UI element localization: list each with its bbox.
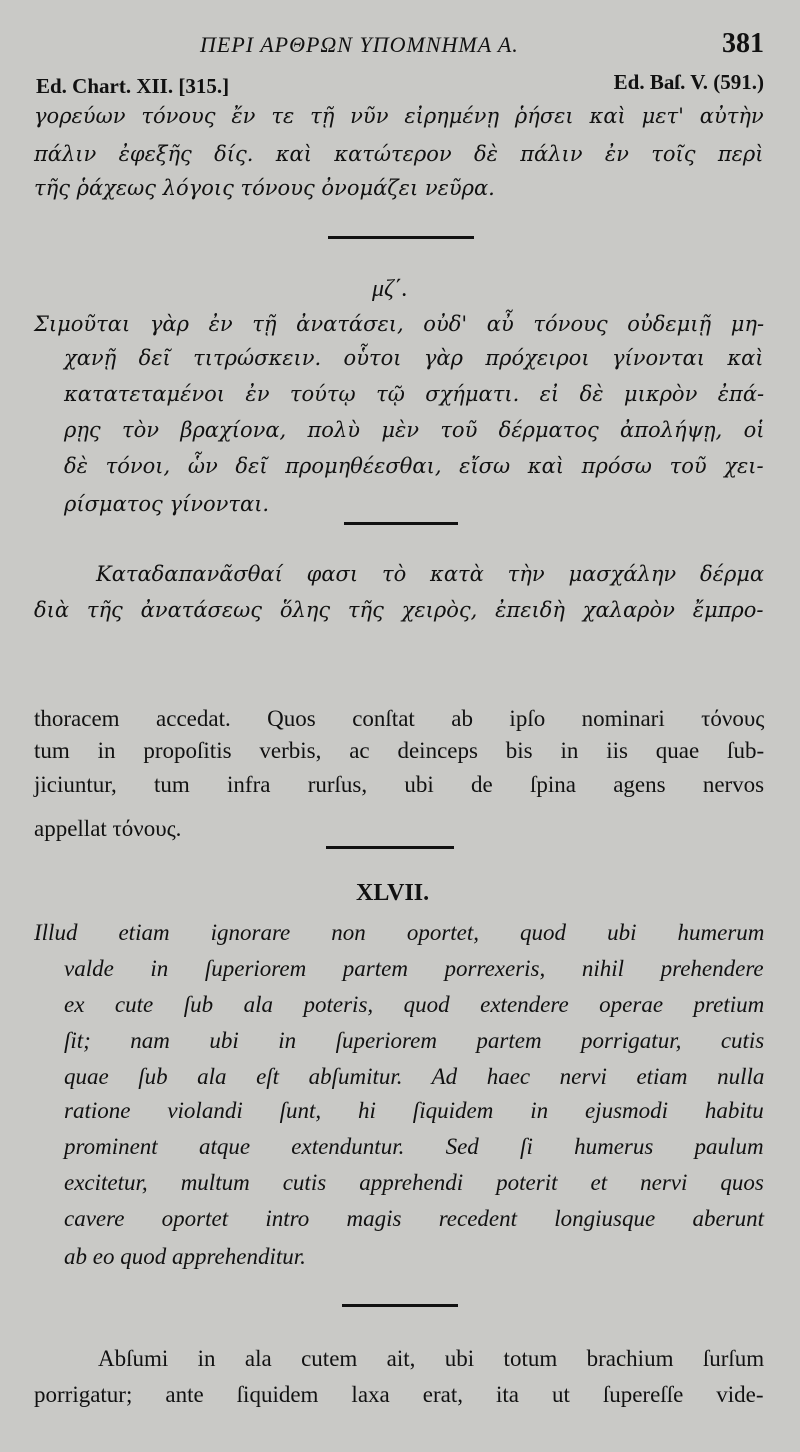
text-line: ρίσματος γίνονται. [64,492,270,516]
text-line: cavere oportet intro magis recedent longiusque aberunt [64,1206,765,1231]
text-line: ρῃς τὸν βραχίονα, πολὺ μὲν τοῦ δέρματος ἀπολήψῃ, οἱ [64,418,765,442]
text-line: appellat τόνους. [34,816,182,841]
text-line: κατατεταμένοι ἐν τούτῳ τῷ σχήματι. εἰ δὲ μικρὸν ἐπά- [64,382,765,406]
text-line: excitetur, multum cutis apprehendi poterit et nervi quos [64,1170,764,1195]
text-line: tum in propoſitis verbis, ac deinceps bis in iis quae ſub- [34,738,765,763]
text-line: porrigatur; ante ſiquidem laxa erat, ita ut ſupereſſe vide- [34,1382,764,1407]
section-number-latin: XLVII. [356,880,430,906]
text-line: χανῇ δεῖ τιτρώσκειν. οὗτοι γὰρ πρόχειροι γίνονται καὶ [64,346,764,370]
text-line: ab eo quod apprehenditur. [64,1244,306,1269]
text-line: prominent atque extenduntur. Sed ſi humerus paulum [64,1134,764,1159]
text-line: valde in ſuperiorem partem porrexeris, nihil prehendere [64,956,764,981]
text-line: πάλιν ἐφεξῆς δίς. καὶ κατώτερον δὲ πάλιν ἐν τοῖς περὶ [34,142,764,166]
text-line: διὰ τῆς ἀνατάσεως ὅλης τῆς χειρὸς, ἐπειδὴ χαλαρὸν ἔμπρο- [34,598,764,622]
section-divider [344,522,458,525]
text-line: ratione violandi ſunt, hi ſiquidem in ejusmodi habitu [64,1098,764,1123]
section-divider [328,236,474,239]
text-line: ex cute ſub ala poteris, quod extendere operae pretium [64,992,765,1017]
section-divider [342,1304,458,1307]
text-line: jiciuntur, tum infra rurſus, ubi de ſpina agens nervos [34,772,765,797]
page-number: 381 [722,28,764,59]
edition-reference-left: Ed. Chart. XII. [315.] [36,74,230,98]
text-line: Abſumi in ala cutem ait, ubi totum brachium ſurſum [98,1346,765,1371]
text-line: γορεύων τόνους ἔν τε τῇ νῦν εἰρημένῃ ῥήσει καὶ μετ' αὐτὴν [34,104,764,128]
edition-reference-right: Ed. Baſ. V. (591.) [613,70,764,94]
text-line: ſit; nam ubi in ſuperiorem partem porrigatur, cutis [64,1028,765,1053]
text-line: δὲ τόνοι, ὧν δεῖ προμηθέεσθαι, εἴσω καὶ πρόσω τοῦ χει- [64,454,764,478]
text-line: thoracem accedat. Quos conſtat ab ipſo nominari τόνους [34,706,765,731]
text-line: Σιμοῦται γὰρ ἐν τῇ ἀνατάσει, οὐδ' αὖ τόνους οὐδεμιῇ μη- [34,312,765,336]
text-line: τῆς ῥάχεως λόγοις τόνους ὀνομάζει νεῦρα. [34,176,495,200]
running-head: ΠΕΡΙ ΑΡΘΡΩΝ ΥΠΟΜΝΗΜΑ Α. [200,32,519,57]
text-line: quae ſub ala eſt abſumitur. Ad haec nervi etiam nulla [64,1064,765,1089]
text-line: Illud etiam ignorare non oportet, quod ubi humerum [34,920,765,945]
text-line: Καταδαπανᾶσθαί φασι τὸ κατὰ τὴν μασχάλην δέρμα [96,562,765,586]
section-divider [326,846,454,849]
section-number-greek: μζ΄. [372,276,408,302]
